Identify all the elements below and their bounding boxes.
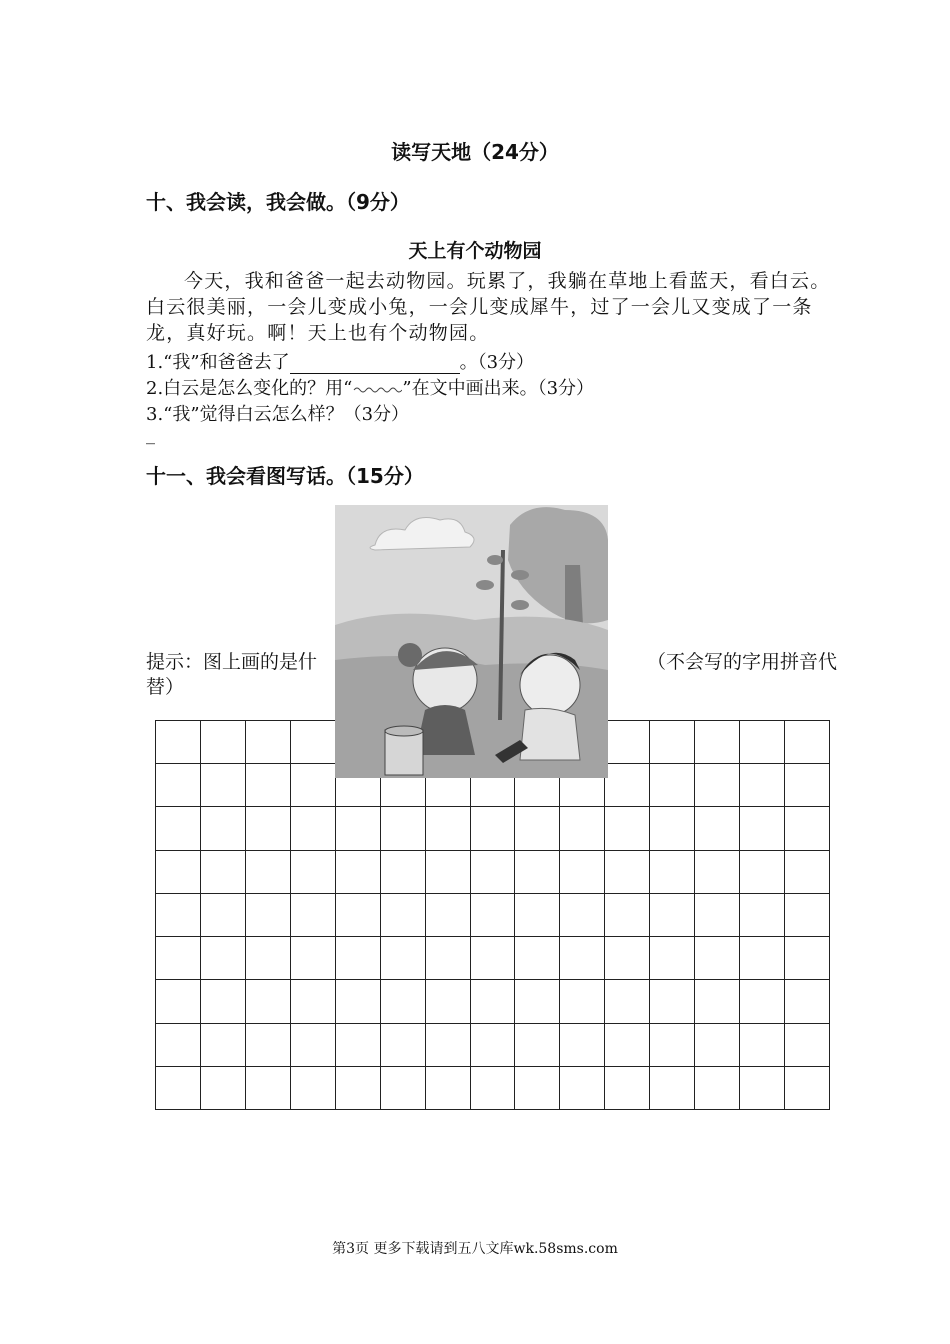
- grid-cell[interactable]: [201, 851, 246, 894]
- grid-cell[interactable]: [740, 1024, 785, 1067]
- grid-cell[interactable]: [246, 721, 291, 764]
- grid-cell[interactable]: [156, 980, 201, 1023]
- grid-cell[interactable]: [246, 764, 291, 807]
- grid-cell[interactable]: [246, 894, 291, 937]
- grid-cell[interactable]: [291, 937, 336, 980]
- question-3: 3.“我”觉得白云怎么样？（3分）: [146, 404, 410, 425]
- grid-cell[interactable]: [336, 980, 381, 1023]
- grid-cell[interactable]: [291, 721, 336, 764]
- grid-cell[interactable]: [605, 764, 650, 807]
- grid-cell[interactable]: [291, 1067, 336, 1110]
- grid-cell[interactable]: [785, 807, 830, 850]
- grid-cell[interactable]: [785, 1067, 830, 1110]
- question-1-points: 。（3分）: [459, 352, 535, 373]
- grid-cell[interactable]: [426, 894, 471, 937]
- grid-cell[interactable]: [560, 1067, 605, 1110]
- story-paragraph: 今天，我和爸爸一起去动物园。玩累了，我躺在草地上看蓝天，看白云。白云很美丽，一会儿变成小兔，一会儿变成犀牛，过了一会儿又变成了一条龙，真好玩。啊！天上也有个动物园。: [146, 270, 831, 344]
- grid-cell[interactable]: [426, 851, 471, 894]
- grid-cell[interactable]: [650, 1067, 695, 1110]
- grid-cell[interactable]: [471, 807, 516, 850]
- grid-cell[interactable]: [201, 980, 246, 1023]
- grid-cell[interactable]: [785, 937, 830, 980]
- grid-cell[interactable]: [156, 764, 201, 807]
- grid-cell[interactable]: [695, 721, 740, 764]
- grid-cell[interactable]: [650, 894, 695, 937]
- grid-cell[interactable]: [740, 851, 785, 894]
- grid-cell[interactable]: [471, 1067, 516, 1110]
- question-1-text: 1.“我”和爸爸去了: [146, 352, 290, 373]
- grid-cell[interactable]: [695, 1024, 740, 1067]
- children-planting-tree-illustration: [335, 505, 608, 778]
- grid-cell[interactable]: [201, 1067, 246, 1110]
- grid-cell[interactable]: [426, 1024, 471, 1067]
- grid-cell[interactable]: [695, 894, 740, 937]
- grid-cell[interactable]: [605, 1067, 650, 1110]
- grid-cell[interactable]: [471, 980, 516, 1023]
- grid-cell[interactable]: [605, 894, 650, 937]
- grid-cell[interactable]: [291, 894, 336, 937]
- grid-cell[interactable]: [560, 980, 605, 1023]
- grid-cell[interactable]: [515, 1024, 560, 1067]
- grid-cell[interactable]: [515, 894, 560, 937]
- grid-cell[interactable]: [515, 1067, 560, 1110]
- hint-end: （不会写的字用拼音代替）: [146, 651, 838, 698]
- grid-cell[interactable]: [336, 894, 381, 937]
- grid-cell[interactable]: [605, 980, 650, 1023]
- grid-cell[interactable]: [560, 807, 605, 850]
- grid-cell[interactable]: [246, 851, 291, 894]
- grid-cell[interactable]: [560, 1024, 605, 1067]
- grid-cell[interactable]: [156, 851, 201, 894]
- grid-cell[interactable]: [291, 764, 336, 807]
- grid-cell[interactable]: [740, 980, 785, 1023]
- grid-cell[interactable]: [785, 721, 830, 764]
- question-1: [146, 348, 534, 374]
- grid-cell[interactable]: [291, 1024, 336, 1067]
- grid-cell[interactable]: [471, 937, 516, 980]
- writing-grid[interactable]: [155, 720, 830, 1110]
- grid-cell[interactable]: [605, 1024, 650, 1067]
- grid-cell[interactable]: [201, 764, 246, 807]
- story-title: 天上有个动物园: [408, 240, 542, 262]
- question-2-instruction: ”在文中画出来。（3分）: [402, 378, 595, 399]
- grid-cell[interactable]: [650, 1024, 695, 1067]
- grid-cell[interactable]: [785, 1024, 830, 1067]
- grid-cell[interactable]: [605, 807, 650, 850]
- grid-cell[interactable]: [650, 851, 695, 894]
- grid-cell[interactable]: [156, 1024, 201, 1067]
- grid-cell[interactable]: [246, 1024, 291, 1067]
- grid-cell[interactable]: [695, 807, 740, 850]
- grid-cell[interactable]: [201, 807, 246, 850]
- grid-cell[interactable]: [560, 851, 605, 894]
- answer-line-mark: _: [146, 424, 155, 445]
- grid-cell[interactable]: [650, 764, 695, 807]
- grid-cell[interactable]: [695, 764, 740, 807]
- question-11-heading: 十一、我会看图写话。（15分）: [146, 464, 424, 488]
- grid-cell[interactable]: [336, 937, 381, 980]
- grid-cell[interactable]: [291, 980, 336, 1023]
- grid-cell[interactable]: [426, 980, 471, 1023]
- grid-cell[interactable]: [740, 937, 785, 980]
- grid-cell[interactable]: [381, 807, 426, 850]
- grid-cell[interactable]: [605, 721, 650, 764]
- grid-cell[interactable]: [785, 764, 830, 807]
- grid-cell[interactable]: [695, 851, 740, 894]
- wavy-line-icon: [352, 382, 402, 396]
- grid-cell[interactable]: [291, 807, 336, 850]
- grid-cell[interactable]: [381, 1067, 426, 1110]
- grid-cell[interactable]: [381, 894, 426, 937]
- grid-cell[interactable]: [156, 721, 201, 764]
- grid-cell[interactable]: [381, 937, 426, 980]
- grid-cell[interactable]: [695, 937, 740, 980]
- grid-cell[interactable]: [246, 937, 291, 980]
- grid-cell[interactable]: [156, 937, 201, 980]
- grid-cell[interactable]: [336, 1024, 381, 1067]
- grid-cell[interactable]: [695, 980, 740, 1023]
- grid-cell[interactable]: [156, 807, 201, 850]
- grid-cell[interactable]: [785, 980, 830, 1023]
- grid-cell[interactable]: [471, 894, 516, 937]
- grid-cell[interactable]: [201, 894, 246, 937]
- grid-cell[interactable]: [381, 980, 426, 1023]
- grid-cell[interactable]: [740, 1067, 785, 1110]
- grid-cell[interactable]: [426, 807, 471, 850]
- question-2-text: 2.白云是怎么变化的？用“: [146, 378, 353, 399]
- section-title: 读写天地（24分）: [391, 140, 559, 164]
- grid-cell[interactable]: [381, 851, 426, 894]
- grid-cell[interactable]: [336, 807, 381, 850]
- grid-cell[interactable]: [515, 980, 560, 1023]
- grid-cell[interactable]: [740, 894, 785, 937]
- page-footer: 第3页 更多下载请到五八文库wk.58sms.com: [332, 1241, 618, 1257]
- grid-cell[interactable]: [291, 851, 336, 894]
- grid-cell[interactable]: [560, 937, 605, 980]
- grid-cell[interactable]: [336, 851, 381, 894]
- grid-cell[interactable]: [650, 721, 695, 764]
- grid-cell[interactable]: [740, 721, 785, 764]
- grid-cell[interactable]: [471, 1024, 516, 1067]
- grid-cell[interactable]: [560, 894, 605, 937]
- grid-cell[interactable]: [515, 807, 560, 850]
- grid-cell[interactable]: [201, 721, 246, 764]
- grid-cell[interactable]: [785, 851, 830, 894]
- grid-cell[interactable]: [515, 937, 560, 980]
- grid-cell[interactable]: [426, 937, 471, 980]
- grid-cell[interactable]: [785, 894, 830, 937]
- question-10-heading: 十、我会读，我会做。（9分）: [146, 190, 410, 214]
- grid-cell[interactable]: [156, 1067, 201, 1110]
- grid-cell[interactable]: [246, 1067, 291, 1110]
- grid-cell[interactable]: [740, 807, 785, 850]
- grid-cell[interactable]: [650, 980, 695, 1023]
- answer-blank: [290, 355, 460, 374]
- grid-cell[interactable]: [246, 980, 291, 1023]
- grid-cell[interactable]: [650, 937, 695, 980]
- grid-cell[interactable]: [156, 894, 201, 937]
- question-2: [146, 374, 594, 400]
- grid-cell[interactable]: [246, 807, 291, 850]
- grid-cell[interactable]: [650, 807, 695, 850]
- hint-start: 提示：图上画的是什: [146, 651, 318, 673]
- grid-cell[interactable]: [695, 1067, 740, 1110]
- grid-cell[interactable]: [740, 764, 785, 807]
- grid-cell[interactable]: [336, 1067, 381, 1110]
- grid-cell[interactable]: [381, 1024, 426, 1067]
- grid-cell[interactable]: [201, 1024, 246, 1067]
- grid-cell[interactable]: [426, 1067, 471, 1110]
- grid-cell[interactable]: [605, 937, 650, 980]
- grid-cell[interactable]: [201, 937, 246, 980]
- grid-cell[interactable]: [471, 851, 516, 894]
- grid-cell[interactable]: [605, 851, 650, 894]
- grid-cell[interactable]: [515, 851, 560, 894]
